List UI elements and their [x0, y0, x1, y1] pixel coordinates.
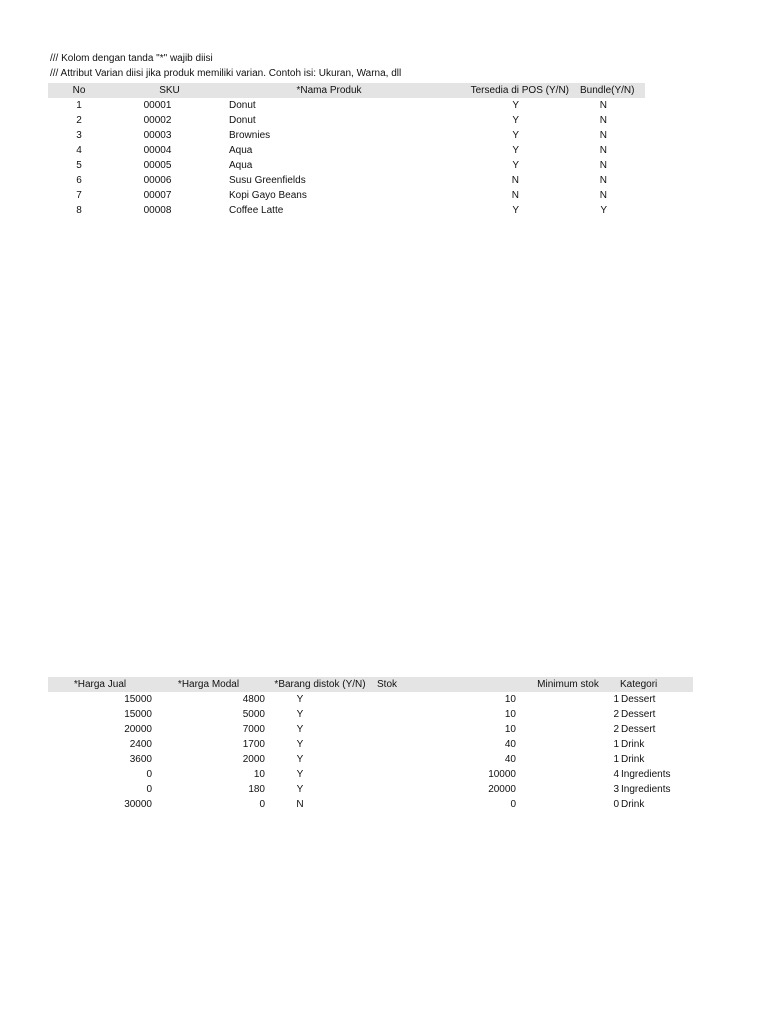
cell-bundle: N	[599, 130, 607, 141]
cell-no: 6	[76, 175, 82, 186]
product-row	[48, 143, 645, 158]
cell-no: 5	[76, 160, 82, 171]
cell-harga-jual: 2400	[129, 739, 152, 750]
cell-barang-distok: Y	[296, 694, 304, 705]
cell-stok: 40	[504, 739, 516, 750]
price-row	[48, 722, 693, 737]
cell-sku: 00002	[143, 115, 172, 126]
cell-harga-jual: 20000	[124, 724, 152, 735]
header-sku: SKU	[110, 83, 229, 98]
cell-harga-modal: 0	[259, 799, 265, 810]
cell-tersedia-pos: Y	[512, 205, 519, 216]
cell-spacer	[622, 113, 645, 128]
cell-stok: 10	[504, 724, 516, 735]
cell-harga-modal: 4800	[242, 694, 265, 705]
cell-harga-jual: 0	[146, 784, 152, 795]
cell-harga-modal: 7000	[242, 724, 265, 735]
cell-sku: 00005	[143, 160, 172, 171]
cell-tersedia-pos: Y	[512, 145, 519, 156]
cell-harga-jual: 15000	[124, 709, 152, 720]
header-nama-produk: *Nama Produk	[229, 83, 429, 98]
cell-barang-distok: Y	[296, 769, 304, 780]
cell-no: 3	[76, 130, 82, 141]
cell-barang-distok: Y	[296, 754, 304, 765]
header-tersedia-pos: Tersedia di POS (Y/N)	[429, 83, 569, 98]
prices-table	[48, 677, 693, 812]
cell-minimum-stok: 2	[613, 724, 619, 735]
cell-minimum-stok: 1	[613, 694, 619, 705]
cell-stok: 10000	[488, 769, 516, 780]
cell-tersedia-pos: N	[511, 175, 519, 186]
cell-minimum-stok: 1	[613, 739, 619, 750]
cell-nama-produk: Coffee Latte	[229, 205, 284, 216]
cell-kategori: Drink	[621, 799, 645, 810]
note-variant-attribute: /// Attribut Varian diisi jika produk memiliki varian. Contoh isi: Ukuran, Warna, dll	[50, 68, 402, 79]
cell-nama-produk: Aqua	[229, 160, 253, 171]
header-kategori: Kategori	[620, 677, 693, 692]
product-row	[48, 158, 645, 173]
header-no: No	[48, 83, 110, 98]
cell-spacer	[622, 188, 645, 203]
header-bundle: Bundle(Y/N)	[569, 83, 645, 98]
cell-kategori: Ingredients	[621, 784, 671, 795]
cell-nama-produk: Susu Greenfields	[229, 175, 306, 186]
header-harga-jual: *Harga Jual	[48, 677, 152, 692]
cell-stok: 10	[504, 694, 516, 705]
cell-harga-jual: 15000	[124, 694, 152, 705]
cell-sku: 00008	[143, 205, 172, 216]
note-required-columns: /// Kolom dengan tanda "*" wajib diisi	[50, 53, 213, 64]
cell-harga-modal: 5000	[242, 709, 265, 720]
cell-tersedia-pos: N	[511, 190, 519, 201]
cell-sku: 00003	[143, 130, 172, 141]
cell-no: 7	[76, 190, 82, 201]
cell-harga-modal: 2000	[242, 754, 265, 765]
cell-nama-produk: Donut	[229, 100, 256, 111]
price-row	[48, 782, 693, 797]
cell-spacer	[622, 143, 645, 158]
prices-header-row	[48, 677, 693, 692]
cell-no: 8	[76, 205, 82, 216]
cell-spacer	[622, 173, 645, 188]
price-row	[48, 752, 693, 767]
product-row	[48, 98, 645, 113]
cell-nama-produk: Aqua	[229, 145, 253, 156]
header-minimum-stok: Minimum stok	[516, 677, 620, 692]
cell-nama-produk: Brownies	[229, 130, 271, 141]
cell-stok: 40	[504, 754, 516, 765]
cell-tersedia-pos: Y	[512, 130, 519, 141]
product-row	[48, 113, 645, 128]
cell-barang-distok: Y	[296, 784, 304, 795]
cell-barang-distok: Y	[296, 724, 304, 735]
header-harga-modal: *Harga Modal	[152, 677, 265, 692]
cell-no: 4	[76, 145, 82, 156]
cell-kategori: Ingredients	[621, 769, 671, 780]
cell-sku: 00007	[143, 190, 172, 201]
cell-tersedia-pos: Y	[512, 100, 519, 111]
cell-nama-produk: Kopi Gayo Beans	[229, 190, 307, 201]
cell-harga-modal: 1700	[242, 739, 265, 750]
cell-tersedia-pos: Y	[512, 115, 519, 126]
cell-bundle: N	[599, 175, 607, 186]
product-row	[48, 173, 645, 188]
cell-minimum-stok: 0	[613, 799, 619, 810]
cell-stok: 10	[504, 709, 516, 720]
cell-sku: 00006	[143, 175, 172, 186]
cell-spacer	[622, 158, 645, 173]
cell-spacer	[622, 128, 645, 143]
cell-bundle: N	[599, 115, 607, 126]
cell-harga-jual: 0	[146, 769, 152, 780]
price-row	[48, 797, 693, 812]
products-table	[48, 83, 645, 218]
cell-minimum-stok: 4	[613, 769, 619, 780]
header-barang-distok: *Barang distok (Y/N)	[265, 677, 375, 692]
cell-kategori: Dessert	[621, 694, 656, 705]
cell-bundle: Y	[600, 205, 607, 216]
product-row	[48, 203, 645, 218]
cell-kategori: Dessert	[621, 724, 656, 735]
cell-harga-jual: 30000	[124, 799, 152, 810]
cell-bundle: N	[599, 190, 607, 201]
product-row	[48, 188, 645, 203]
cell-spacer	[622, 98, 645, 113]
cell-harga-jual: 3600	[129, 754, 152, 765]
cell-barang-distok: Y	[296, 739, 304, 750]
price-row	[48, 692, 693, 707]
cell-harga-modal: 180	[248, 784, 265, 795]
cell-kategori: Dessert	[621, 709, 656, 720]
cell-harga-modal: 10	[253, 769, 265, 780]
product-row	[48, 128, 645, 143]
cell-bundle: N	[599, 160, 607, 171]
cell-tersedia-pos: Y	[512, 160, 519, 171]
products-header-row	[48, 83, 645, 98]
cell-minimum-stok: 2	[613, 709, 619, 720]
cell-no: 1	[76, 100, 82, 111]
cell-sku: 00004	[143, 145, 172, 156]
cell-no: 2	[76, 115, 82, 126]
cell-stok: 0	[510, 799, 516, 810]
cell-bundle: N	[599, 145, 607, 156]
cell-barang-distok: Y	[296, 709, 304, 720]
header-stok: Stok	[375, 677, 516, 692]
cell-stok: 20000	[488, 784, 516, 795]
price-row	[48, 707, 693, 722]
cell-barang-distok: N	[296, 799, 304, 810]
cell-minimum-stok: 1	[613, 754, 619, 765]
price-row	[48, 767, 693, 782]
cell-bundle: N	[599, 100, 607, 111]
cell-kategori: Drink	[621, 739, 645, 750]
cell-nama-produk: Donut	[229, 115, 256, 126]
cell-kategori: Drink	[621, 754, 645, 765]
cell-minimum-stok: 3	[613, 784, 619, 795]
price-row	[48, 737, 693, 752]
cell-spacer	[622, 203, 645, 218]
cell-sku: 00001	[143, 100, 172, 111]
